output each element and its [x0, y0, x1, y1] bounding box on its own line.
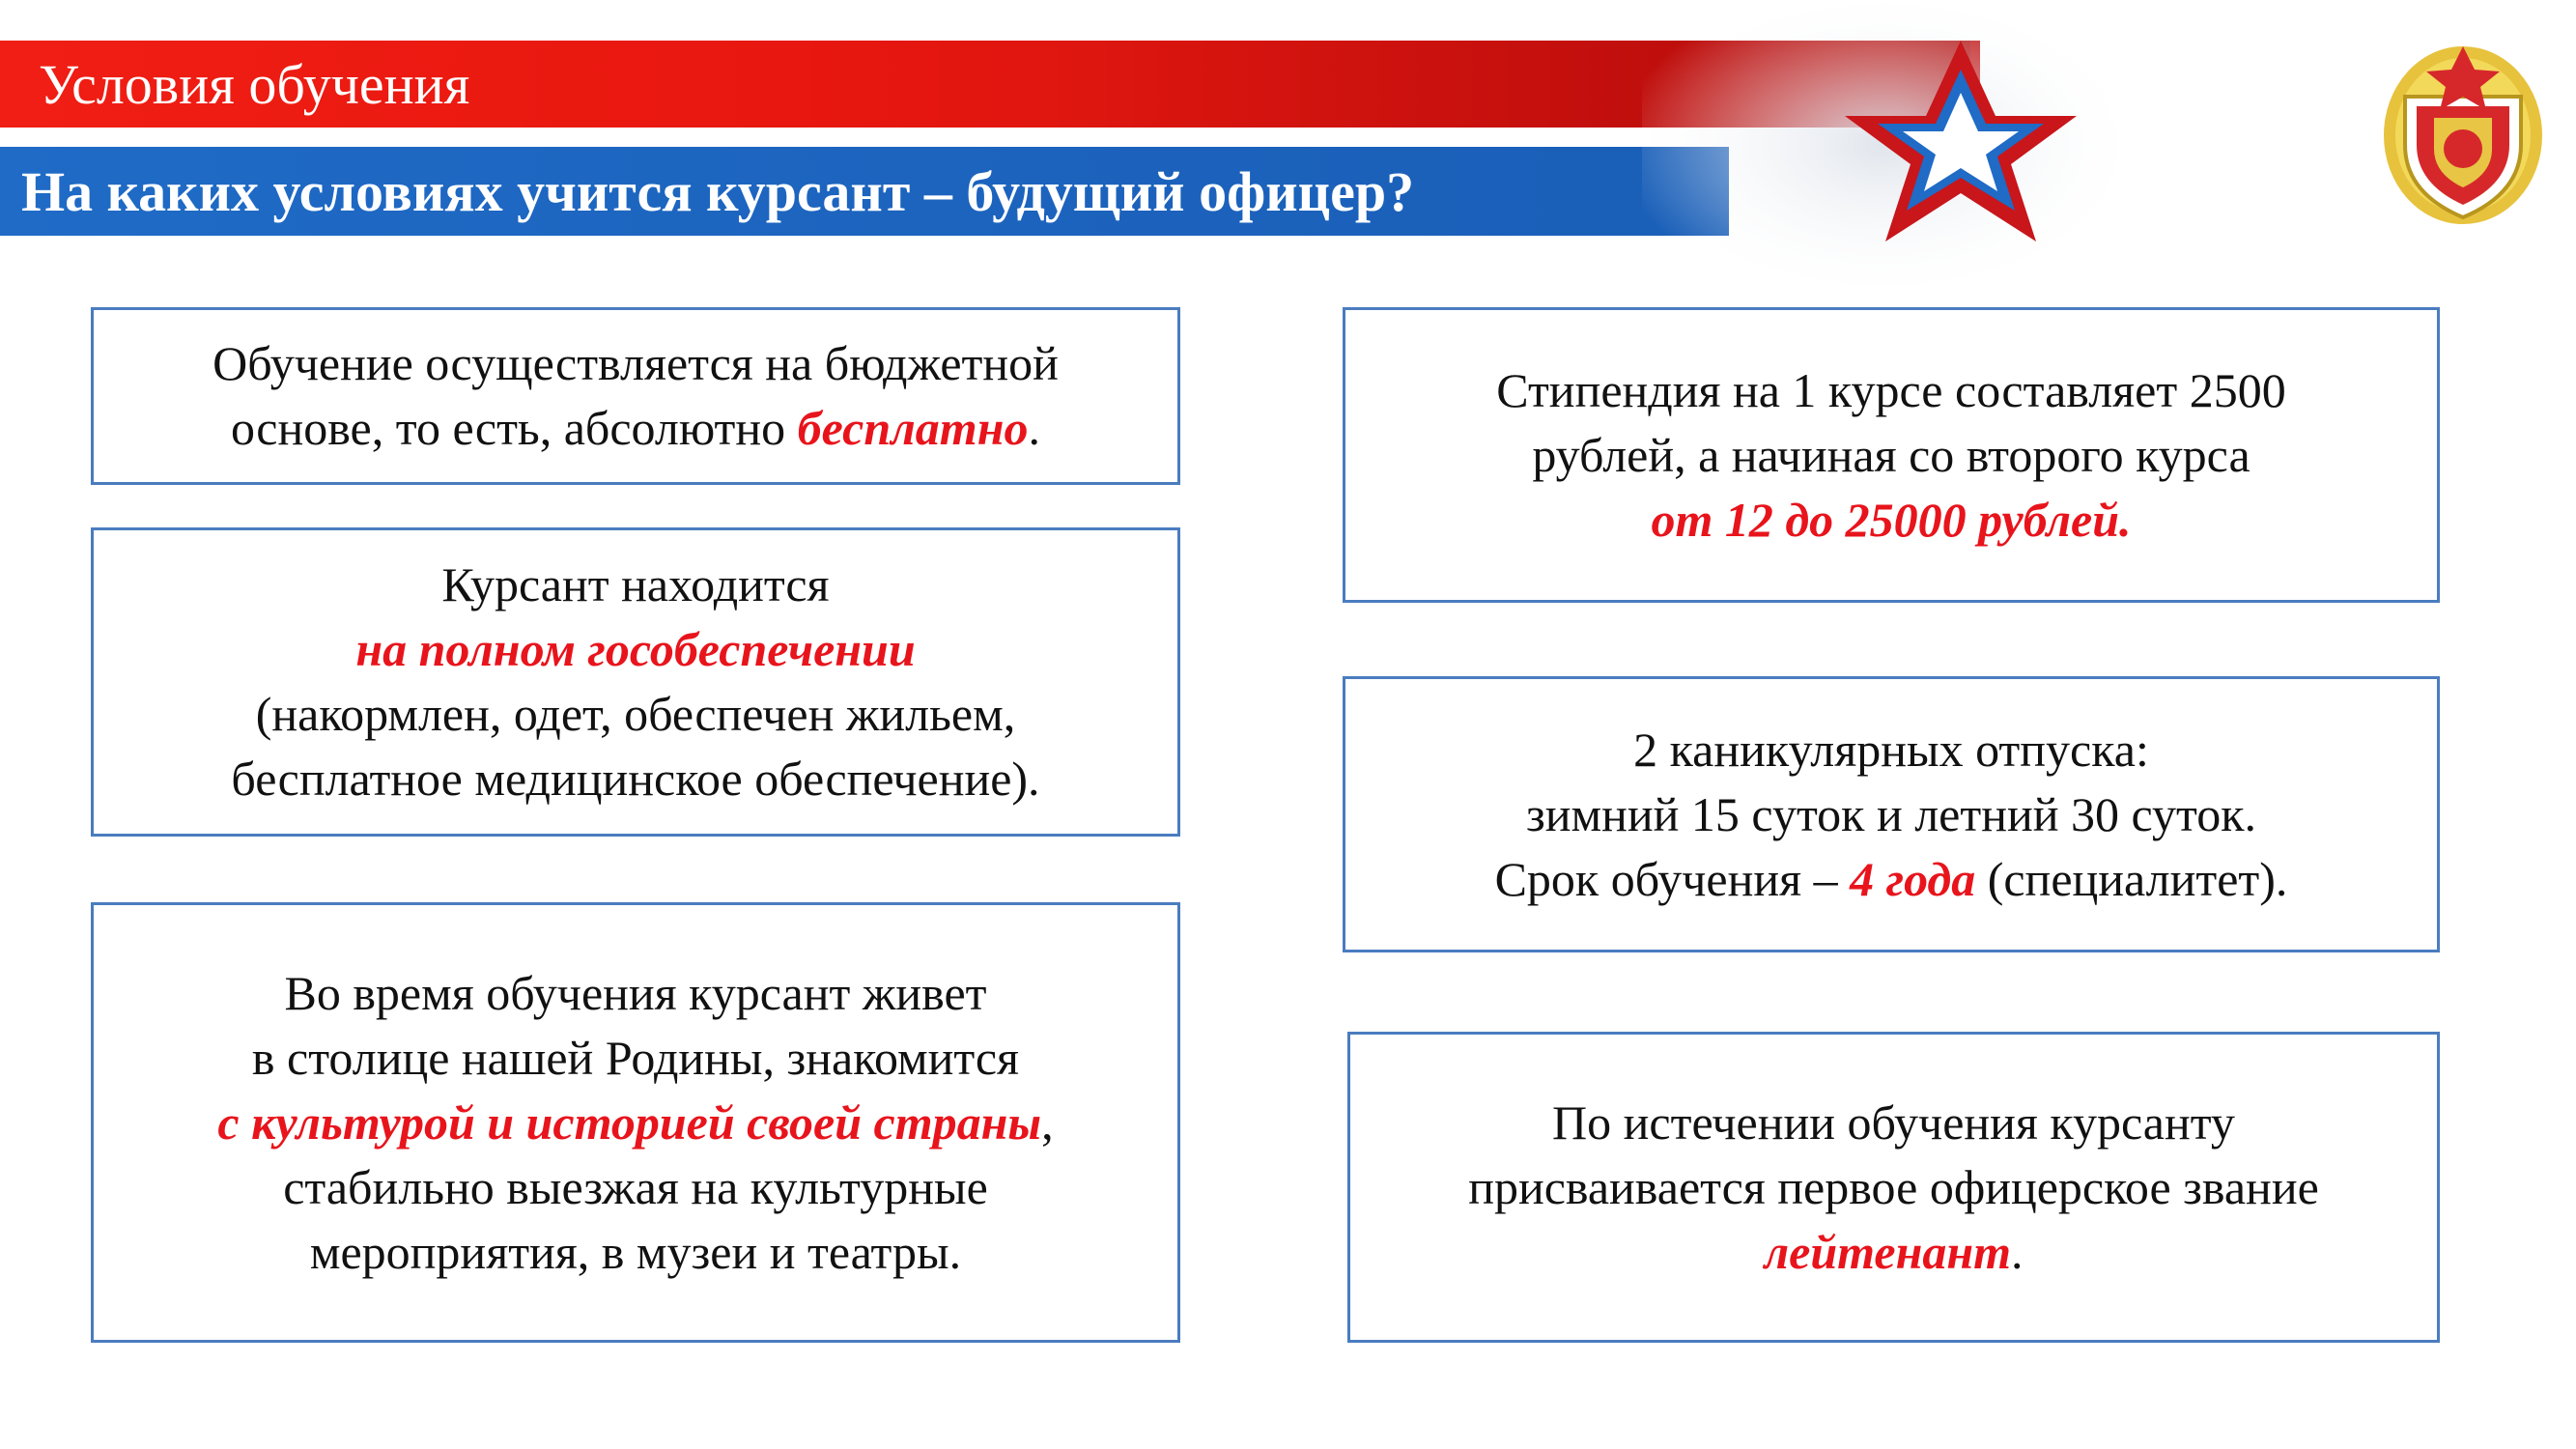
card-budget-highlight: бесплатно: [797, 401, 1029, 455]
card-budget-text: [189, 331, 1082, 461]
card-vacation-line2: зимний 15 суток и летний 30 суток.: [1526, 786, 2256, 841]
card-capital-highlight: с культурой и историей своей страны: [217, 1094, 1042, 1150]
card-vacation-highlight: 4 года: [1850, 851, 1976, 906]
card-vacation-term: [1343, 676, 2440, 952]
card-capital-line2: в столице нашей Родины, знакомится: [251, 1030, 1020, 1085]
card-capital-line5: мероприятия, в музеи и театры.: [309, 1224, 962, 1279]
card-provision-highlight: на полном гособеспечении: [355, 622, 916, 676]
card-state-provision: [91, 527, 1180, 837]
card-stipend: [1343, 307, 2440, 603]
card-rank-highlight: лейтенант: [1764, 1224, 2011, 1279]
card-rank-line2: присваивается первое офицерское звание: [1468, 1159, 2319, 1214]
academy-emblem-icon: [2376, 29, 2550, 232]
card-stipend-text: [1473, 358, 2308, 553]
card-vacation-text: [1472, 718, 2311, 912]
page-title: Условия обучения: [39, 53, 470, 116]
card-capital-text: [194, 961, 1076, 1285]
star-icon: [1642, 0, 2125, 290]
card-provision-line3: (накормлен, одет, обеспечен жильем,: [255, 687, 1016, 741]
card-stipend-line2: рублей, а начиная со второго курса: [1532, 427, 2250, 482]
card-stipend-line1: Стипендия на 1 курсе составляет 2500: [1496, 362, 2286, 417]
card-vacation-line3: Срок обучения –: [1494, 851, 1851, 906]
card-vacation-line3-end: (специалитет).: [1975, 851, 2288, 906]
card-stipend-highlight: от 12 до 25000 рублей.: [1651, 492, 2132, 547]
card-provision-text: [208, 553, 1062, 811]
card-budget-line2: основе, то есть, абсолютно: [231, 401, 798, 455]
card-provision-line4: бесплатное медицинское обеспечение).: [231, 752, 1040, 806]
card-budget-punct: .: [1028, 401, 1040, 455]
card-capital-punct: ,: [1041, 1094, 1054, 1150]
page-subtitle: На каких условиях учится курсант – будущий офицер?: [21, 160, 1415, 223]
card-vacation-line1: 2 каникулярных отпуска:: [1633, 722, 2149, 777]
card-officer-rank: [1347, 1032, 2440, 1343]
card-rank-text: [1445, 1091, 2342, 1285]
card-rank-punct: .: [2010, 1224, 2024, 1279]
card-budget-education: [91, 307, 1180, 485]
card-capital-line4: стабильно выезжая на культурные: [283, 1159, 988, 1214]
card-budget-line1: Обучение осуществляется на бюджетной: [212, 336, 1059, 390]
card-capital-life: [91, 902, 1180, 1343]
header-banner-gap: [0, 128, 1739, 147]
card-provision-line1: Курсант находится: [441, 557, 830, 611]
card-capital-line1: Во время обучения курсант живет: [284, 965, 987, 1020]
card-rank-line1: По истечении обучения курсанту: [1552, 1094, 2235, 1150]
